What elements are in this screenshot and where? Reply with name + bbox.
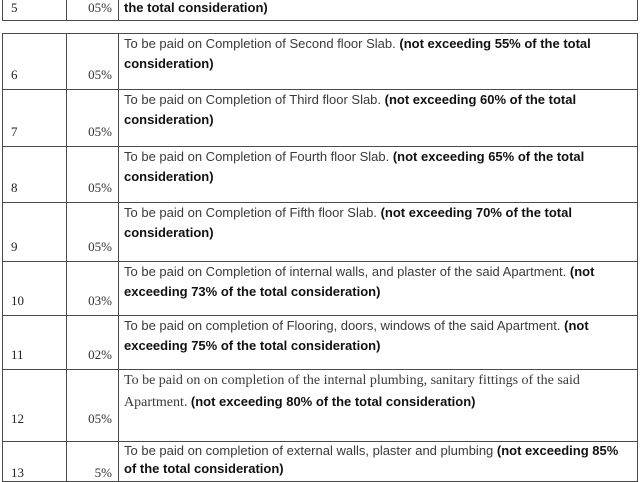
row-description	[119, 90, 638, 147]
row-description-text: To be paid on completion of external walls, plaster and plumbing	[124, 443, 494, 458]
row-description-bold: (not exceeding 80% of the total consideration)	[190, 394, 476, 409]
row-description-text: To be paid on completion of Flooring, doors, windows of the said Apartment.	[124, 318, 561, 333]
row-description-bold: (not exceeding 75% of the total consideration)	[124, 318, 589, 353]
row-description	[119, 0, 638, 21]
row-percent: 05%	[67, 34, 119, 90]
row-number: 9	[3, 203, 67, 262]
row-number: 8	[3, 147, 67, 203]
row-description-text: To be paid on Completion of Second floor Slab.	[124, 36, 396, 51]
table-row	[3, 370, 638, 442]
row-number: 7	[3, 90, 67, 147]
row-percent: 05%	[67, 147, 119, 203]
row-number: 12	[3, 370, 67, 442]
row-description	[119, 316, 638, 370]
row-number: 13	[3, 442, 67, 482]
row-description-text: To be paid on on completion of the internal plumbing, sanitary fittings of the said Apartment.	[124, 373, 580, 410]
table-row	[3, 316, 638, 370]
row-description-bold: the total consideration)	[124, 0, 268, 15]
row-description-text: To be paid on Completion of internal walls, and plaster of the said Apartment.	[124, 264, 567, 279]
row-number: 10	[3, 262, 67, 316]
row-description	[119, 442, 638, 482]
row-description-bold: (not exceeding 65% of the total consideration)	[124, 149, 585, 184]
row-description	[119, 370, 638, 442]
row-description	[119, 262, 638, 316]
payment-table	[2, 33, 638, 482]
row-description-bold: (not exceeding 55% of the total consideration)	[124, 36, 591, 71]
table-row	[3, 203, 638, 262]
row-description	[119, 203, 638, 262]
table-row	[3, 90, 638, 147]
row-description	[119, 147, 638, 203]
table-row	[3, 442, 638, 482]
row-description	[119, 34, 638, 90]
row-percent: 05%	[67, 203, 119, 262]
row-percent: 05%	[67, 90, 119, 147]
row-percent: 05%	[67, 370, 119, 442]
table-row	[3, 34, 638, 90]
row-percent: 02%	[67, 316, 119, 370]
row-description-bold: (not exceeding 60% of the total consideration)	[124, 92, 577, 127]
row-percent: 05%	[67, 0, 119, 21]
row-number: 6	[3, 34, 67, 90]
row-description-text: To be paid on Completion of Fourth floor Slab.	[124, 149, 390, 164]
row-number: 5	[3, 0, 67, 21]
payment-table-top	[2, 0, 638, 21]
table-row	[3, 147, 638, 203]
row-description-bold: (not exceeding 73% of the total consideration)	[124, 264, 595, 299]
row-description-text: To be paid on Completion of Fifth floor Slab.	[124, 205, 377, 220]
row-description-bold: (not exceeding 85% of the total consideration)	[124, 443, 619, 476]
row-number: 11	[3, 316, 67, 370]
row-description-bold: (not exceeding 70% of the total consideration)	[124, 205, 572, 240]
table-row	[3, 262, 638, 316]
row-percent: 03%	[67, 262, 119, 316]
table-row	[3, 0, 638, 21]
row-percent: 5%	[67, 442, 119, 482]
row-description-text: To be paid on Completion of Third floor Slab.	[124, 92, 382, 107]
